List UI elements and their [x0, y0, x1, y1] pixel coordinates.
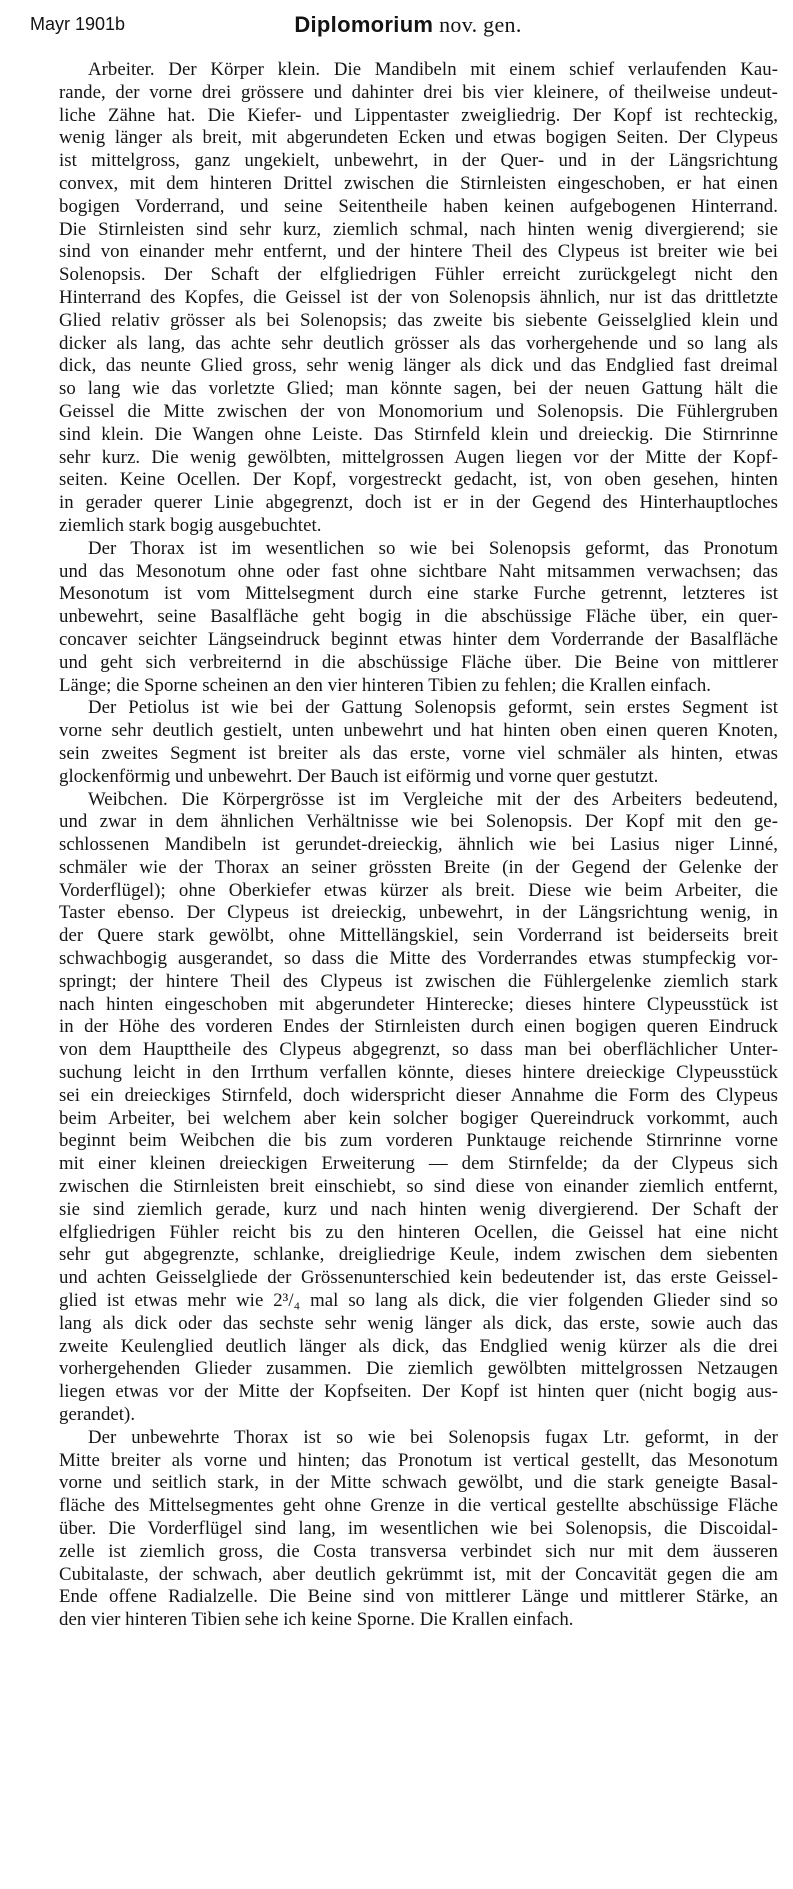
text-line: mit einer kleinen dreieckigen Erweiterung — dem Stirnfelde; da der Clypeus sich	[59, 1153, 778, 1175]
text-line: zwischen die Stirnleisten breit einschiebt, so sind diese von einander ziemlich entfernt,	[59, 1176, 778, 1198]
text-line: sie sind ziemlich gerade, kurz und nach hinten wenig divergierend. Der Schaft der	[59, 1198, 778, 1220]
paragraph-worker-head	[30, 59, 778, 538]
text-line: wenig länger als breit, mit abgerundeten Ecken und etwas bogigen Seiten. Der Clypeus	[59, 127, 778, 149]
text-line: zelle ist ziemlich gross, die Costa transversa verbindet sich nur mit dem äusseren	[59, 1540, 778, 1562]
text-line: gerandet).	[59, 1404, 136, 1426]
citation-tag: Mayr 1901b	[30, 14, 126, 34]
paragraph-female-head	[30, 789, 778, 1427]
text-line: springt; der hintere Theil des Clypeus ist zwischen die Fühlergelenke ziemlich stark	[59, 970, 778, 992]
text-line: concaver seichter Längseindruck beginnt etwas hinter dem Vorderrande der Basalfläche	[59, 628, 778, 650]
text-line: über. Die Vorderflügel sind lang, im wesentlichen wie bei Solenopsis, die Discoidal-	[59, 1518, 778, 1539]
genus-name: Diplomorium	[294, 12, 434, 37]
text-line: den vier hinteren Tibien sehe ich keine Sporne. Die Krallen einfach.	[59, 1609, 574, 1631]
text-line: Ende offene Radialzelle. Die Beine sind von mittlerer Länge und mittlerer Stärke, an	[59, 1586, 778, 1608]
text-line: nach hinten eingeschoben mit abgerundeter Hinterecke; dieses hintere Clypeusstück ist	[59, 993, 778, 1015]
text-line: dick, das neunte Glied gross, sehr wenig länger als dick und das Endglied fast dreimal	[59, 355, 778, 377]
text-line: convex, mit dem hinteren Drittel zwischen die Stirnleisten eingeschoben, er hat einen	[59, 172, 778, 194]
text-line: sehr kurz. Die wenig gewölbten, mittelgrossen Augen liegen vor der Mitte der Kopf-	[59, 446, 778, 468]
text-line: ist mittelgross, ganz ungekielt, unbewehrt, in der Quer- und in der Längsrichtung	[59, 150, 778, 172]
text-line: schmäler wie der Thorax an seiner grössten Breite (in der Gegend der Gelenke der	[59, 856, 778, 878]
paragraph-worker-thorax	[30, 538, 778, 698]
text-line: unbewehrt, seine Basalfläche geht bogig in die abschüssige Fläche über, ein quer-	[59, 606, 778, 628]
text-line: vorne sehr deutlich gestielt, unten unbewehrt und hat hinten oben einen queren Knoten,	[59, 720, 778, 742]
text-line: Geissel die Mitte zwischen der von Monomorium und Solenopsis. Die Fühlergruben	[59, 400, 778, 422]
page-title	[24, 12, 792, 38]
text-line: dicker als lang, das achte sehr deutlich grösser als das vorhergehende und so lang als	[59, 332, 778, 354]
text-line: beginnt beim Weibchen die bis zum vorderen Punktauge reichende Stirnrinne vorne	[59, 1130, 778, 1152]
text-line: von dem Haupttheile des Clypeus abgegrenzt, so dass man bei oberflächlicher Unter-	[59, 1039, 778, 1061]
text-line: Der Petiolus ist wie bei der Gattung Solenopsis geformt, sein erstes Segment ist	[88, 697, 778, 719]
text-line: glied ist etwas mehr wie 2³/₄ mal so lang als dick, die vier folgenden Glieder sind so	[59, 1290, 778, 1312]
text-line: Länge; die Sporne scheinen an den vier hinteren Tibien zu fehlen; die Krallen einfach.	[59, 674, 712, 696]
text-line: Die Stirnleisten sind sehr kurz, ziemlich schmal, nach hinten wenig divergierend; sie	[59, 218, 778, 240]
text-line: Glied relativ grösser als bei Solenopsis; das zweite bis siebente Geisselglied klein und	[59, 309, 778, 331]
text-line: Hinterrand des Kopfes, die Geissel ist der von Solenopsis ähnlich, nur ist das drittletzte	[59, 286, 778, 308]
text-line: lang als dick oder das sechste sehr wenig länger als dick, das erste, sowie auch das	[59, 1312, 778, 1334]
text-line: der Quere stark gewölbt, ohne Mittellängskiel, sein Vorderrand ist beiderseits breit	[59, 925, 778, 947]
text-line: Der Thorax ist im wesentlichen so wie bei Solenopsis geformt, das Pronotum	[88, 537, 778, 559]
text-line: sind von einander mehr entfernt, und der hintere Theil des Clypeus ist breiter wie bei	[59, 241, 778, 263]
text-line: bogigen Vorderrand, und seine Seitentheile haben keinen aufgebogenen Hinterrand.	[59, 195, 778, 217]
text-line: sind klein. Die Wangen ohne Leiste. Das Stirnfeld klein und dreieckig. Die Stirnrinne	[59, 423, 778, 445]
text-line: Cubitalaste, der schwach, aber deutlich gekrümmt ist, mit der Concavität gegen die am	[59, 1563, 778, 1585]
paragraph-female-thorax	[30, 1427, 778, 1632]
text-line: so lang wie das vorletzte Glied; man könnte sagen, bei der neuen Gattung hält die	[59, 378, 778, 400]
text-line: sein zweites Segment ist breiter als das erste, vorne viel schmäler als hinten, etwas	[59, 742, 778, 764]
text-line: beim Arbeiter, bei welchem aber kein solcher bogiger Quereindruck vorkommt, auch	[59, 1107, 778, 1129]
text-line: in gerader querer Linie abgegrenzt, doch ist er in der Gegend des Hinterhauptloches	[59, 492, 778, 514]
text-line: Weibchen. Die Körpergrösse ist im Vergleiche mit der des Arbeiters bedeutend,	[88, 788, 778, 810]
paragraph-worker-petiolus	[30, 697, 778, 788]
text-line: glockenförmig und unbewehrt. Der Bauch ist eiförmig und vorne quer gestutzt.	[59, 765, 659, 787]
text-line: elfgliedrigen Fühler reicht bis zu den hinteren Ocellen, die Geissel hat eine nicht	[59, 1221, 778, 1243]
text-line: Mesonotum ist vom Mittelsegment durch eine starke Furche getrennt, letzteres ist	[59, 583, 778, 605]
text-line: liche Zähne hat. Die Kiefer- und Lippentaster zweigliedrig. Der Kopf ist rechteckig,	[59, 104, 778, 126]
text-line: schlossenen Mandibeln ist gerundet-dreieckig, ähnlich wie bei Lasius niger Linné,	[59, 834, 778, 856]
text-line: und geht sich verbreiternd in die abschüssige Fläche über. Die Beine von mittlerer	[59, 651, 778, 673]
text-line: Der unbewehrte Thorax ist so wie bei Solenopsis fugax Ltr. geformt, in der	[88, 1426, 778, 1448]
text-line: Taster ebenso. Der Clypeus ist dreieckig, unbewehrt, in der Längsrichtung wenig, in	[59, 902, 778, 924]
text-line: Mitte breiter als vorne und hinten; das Pronotum ist vertical gestellt, das Mesonotum	[59, 1449, 778, 1471]
title-suffix: nov. gen.	[439, 12, 522, 37]
text-line: Vorderflügel); ohne Oberkiefer etwas kürzer als breit. Diese wie beim Arbeiter, die	[59, 879, 778, 901]
text-line: und zwar in dem ähnlichen Verhältnisse wie bei Solenopsis. Der Kopf mit den ge-	[59, 811, 778, 833]
text-line: und achten Geisselgliede der Grössenunterschied kein bedeutender ist, das erste Geissel-	[59, 1267, 778, 1289]
text-line: vorhergehenden Glieder zusammen. Die ziemlich gewölbten mittelgrossen Netzaugen	[59, 1358, 778, 1380]
page	[24, 0, 792, 1889]
text-line: Arbeiter. Der Körper klein. Die Mandibeln mit einem schief verlaufenden Kau-	[88, 59, 778, 80]
text-line: liegen etwas vor der Mitte der Kopfseiten. Der Kopf ist hinten quer (nicht bogig aus-	[59, 1381, 778, 1403]
text-line: suchung leicht in den Irrthum verfallen könnte, dieses hintere dreieckige Clypeusstück	[59, 1062, 778, 1084]
text-line: schwachbogig ausgerandet, so dass die Mitte des Vorderrandes etwas stumpfeckig vor-	[59, 948, 778, 970]
text-line: Solenopsis. Der Schaft der elfgliedrigen Fühler erreicht zurückgelegt nicht den	[59, 264, 778, 286]
text-line: sei ein dreieckiges Stirnfeld, doch widerspricht dieser Annahme die Form des Clypeus	[59, 1084, 778, 1106]
text-line: ziemlich stark bogig ausgebuchtet.	[59, 514, 322, 536]
text-line: zweite Keulenglied deutlich länger als dick, das Endglied wenig kürzer als die drei	[59, 1335, 778, 1357]
text-line: vorne und seitlich stark, in der Mitte schwach gewölbt, und die stark geneigte Basal-	[59, 1472, 778, 1494]
text-line: und das Mesonotum ohne oder fast ohne sichtbare Naht mitsammen verwachsen; das	[59, 560, 778, 582]
text-line: in der Höhe des vorderen Endes der Stirnleisten durch einen bogigen queren Eindruck	[59, 1016, 778, 1038]
body-text	[30, 59, 778, 1632]
text-line: sehr gut abgegrenzte, schlanke, dreigliedrige Keule, indem zwischen dem siebenten	[59, 1244, 778, 1266]
text-line: rande, der vorne drei grössere und dahinter drei bis vier kleinere, of theilweise undeut-	[59, 81, 778, 103]
text-line: seiten. Keine Ocellen. Der Kopf, vorgestreckt gedacht, ist, von oben gesehen, hinten	[59, 469, 778, 491]
text-line: fläche des Mittelsegmentes geht ohne Grenze in die vertical gestellte abschüssige Fläche	[59, 1495, 778, 1517]
